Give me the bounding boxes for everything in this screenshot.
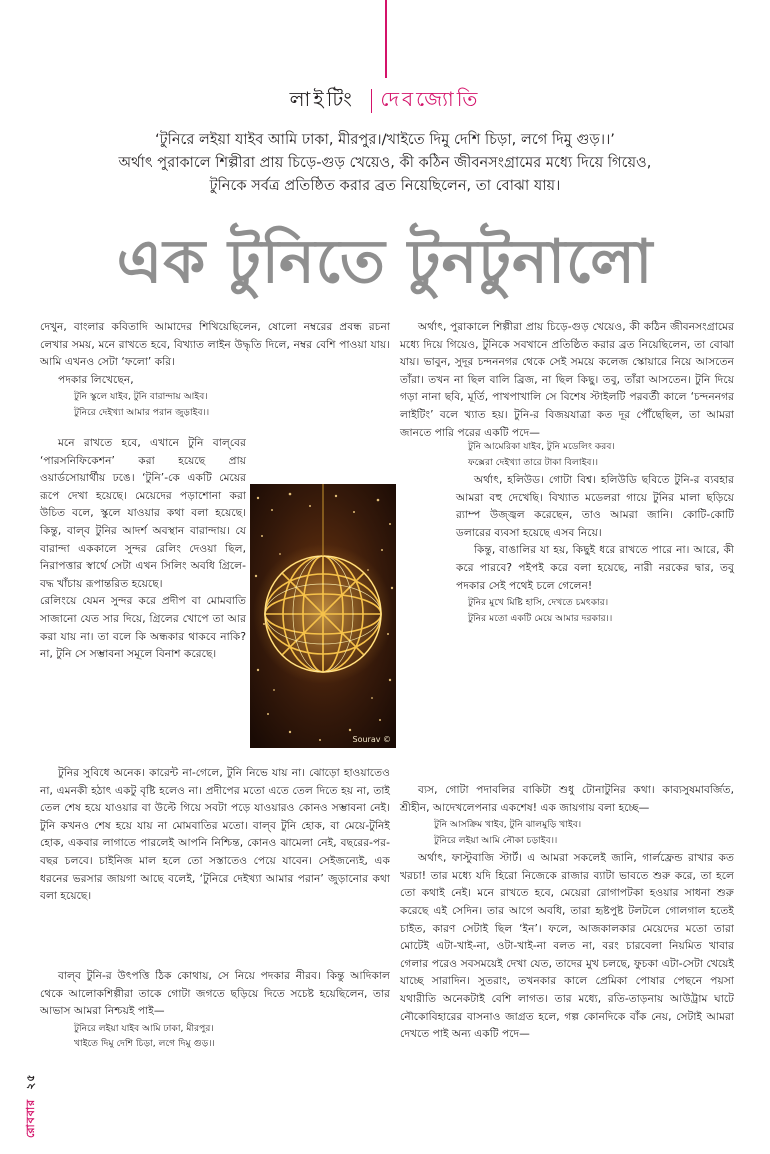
verse-line: টুনির মতো একটি মেয়ে আমার দরকার।।: [468, 612, 613, 624]
folio-text: [22, 1074, 41, 1139]
body-paragraph: ব্যস, গোটা পদাবলির বাকিটা শুধু টোনাটুনির কথা। কাব্যসুষমাবর্জিত, শ্রীহীন, আদেখলেপনার একশেষ! এক জায়গায় বলা হচ্ছে—: [400, 783, 734, 814]
intro-line-1: ‘টুনিরে লইয়া যাইব আমি ঢাকা, মীরপুর।/খাইতে দিমু দেশি চিড়া, লগে দিমু গুড়।।’: [155, 131, 615, 148]
intro-line-2: অর্থাৎ পুরাকালে শিল্পীরা প্রায় চিড়ে-গুড় খেয়েও, কী কঠিন জীবনসংগ্রামের মধ্যে দিয়ে গিয়েও,: [118, 154, 652, 171]
intro-blurb: [80, 128, 690, 197]
section-label: লাইটিং: [289, 86, 355, 111]
verse-line: টুনিরে লইয়া আমি নৌকা চড়াইব।।: [434, 834, 558, 846]
lantern-photo: [250, 484, 396, 748]
magazine-name: রোববার: [24, 1098, 37, 1138]
page-number: ২৫: [24, 1073, 37, 1090]
verse-line: টুনি স্কুলে যাইব, টুনি বারান্দায় আইব।: [74, 391, 208, 403]
left-column-wrap: [40, 434, 246, 663]
header-separator: [371, 89, 373, 113]
body-paragraph: টুনির সুবিধে অনেক। কারেন্ট না-গেলে, টুনি নিভে যায় না। ঝোড়ো হাওয়াতেও না, এমনকী হঠাৎ একটু বৃষ্টি হলেও না। প্রদীপের মতো এতে তেল দিতে হয় না, তাই তেল শেষ হয়ে যাওয়ার বা উল্টে গিয়ে সবটা পড়ে যাওয়ারও কোনও সম্ভাবনা নেই। টুনি কখনও শেষ হয়ে যায় না মোমবাতির মতো। বাল্‌ব টুনি হোক, বা মেয়ে-টুনিই হোক, একবার লাগাতে পারলেই আপনি নিশ্চিন্ত, কোনও ঝামেলা নেই, বছরের-পর-বছর চলবে। চাইনিজ মাল হলে তো সস্তাতেও পেয়ে যাবেন। সেইজন্যেই, এক ধরনের ভরসার জায়গা আছে বলেই, ‘টুনিরে দেইখ্যা আমার পরান’ জুড়ানোর কথা বলা হয়েছে।: [40, 766, 390, 903]
body-paragraph: পদকার লিখেছেন,: [58, 372, 134, 386]
left-column-bottom: [40, 764, 390, 905]
verse-block: [456, 439, 734, 470]
body-paragraph: দেখুন, বাংলার কবিতাদি আমাদের শিখিয়েছিলেন, ষোলো নম্বরের প্রবন্ধ রচনা লেখার সময়, মনে রাখতে হবে, বিখ্যাত লাইন উদ্ধৃতি দিলে, নম্বর বেশি পাওয়া যায়। আমি এখনও সেটা ‘ফলো’ করি।: [40, 320, 390, 369]
top-divider-rule: [385, 0, 387, 78]
right-column-bottom: [400, 781, 734, 1043]
body-paragraph: বাল্‌ব টুনি-র উৎপত্তি ঠিক কোথায়, সে নিয়ে পদকার নীরব। কিন্তু আদিকাল থেকে আলোকশিল্পীরা তাকে গোটা জগতে ছড়িয়ে দিতে সচেষ্ট হয়েছিলেন, তার আভাস আমরা নিশ্চয়ই পাই—: [40, 969, 390, 1018]
body-paragraph: অর্থাৎ, ফাস্টুবাজি স্টার্ট। এ আমরা সকলেই জানি, গার্লফ্রেন্ড রাখার কত খরচা! তার মধ্যে যদি হিরো নিজেকে রাজার ব্যাটা ভাবতে শুরু করে, তা হলে তো কথাই নেই। মনে রাখতে হবে, মেয়েরা রোগাপটকা হওয়ার সাধনা শুরু করেছে এই সেদিন। তার আগে অবধি, তারা হৃষ্টপুষ্ট টলটলে গোলগাল হতেই চাইত, কারণ সেটাই ছিল ‘ইন’। ফলে, আজকালকার মেয়েদের মতো তারা মোটেই এটা-খাই-না, ওটা-খাই-না বলত না, বরং চারবেলা নিয়মিত খাবার গেলার পরেও সবসময়েই দেখা যেত, তাদের মুখ চলছে, ফুচকা এটা-সেটা খেয়েই যাচ্ছে সারাদিন। সুতরাং, তখনকার কালে প্রেমিকা পোষার পেছনে পয়সা যথারীতি অনেকটাই বেশি লাগত। তার মধ্যে, রতি-তাড়নায় আউট্রাম ঘাটে নৌকোবিহারের বাসনাও জাগ্রত হলে, গল্প কোনদিকে বাঁক নেয়, সেটাই আমরা দেখতে পাই অন্য একটি পদে—: [400, 851, 734, 1041]
body-paragraph: রেলিংয়ে যেমন সুন্দর করে প্রদীপ বা মোমবাতি সাজানো যেত সার দিয়ে, গ্রিলের খোপে তা আর করা যায় না। তা বলে কি অন্ধকার থাকবে নাকি? না, টুনি সে সম্ভাবনা সমূলে বিনাশ করেছে।: [40, 594, 246, 661]
verse-line: টুনি আমেরিকা যাইব, টুনি মডেলিং করব।: [468, 441, 615, 452]
verse-block: [400, 817, 734, 848]
page-folio: [22, 1018, 36, 1138]
right-column-top: [400, 318, 734, 441]
verse-line: টুনিরে দেইখ্যা আমার পরান জুড়াইব।।: [74, 406, 210, 418]
verse-line: টুনির মুখে মিষ্টি হাসি, দেখতে চমৎকার।: [468, 597, 609, 609]
body-paragraph: অর্থাৎ, পুরাকালে শিল্পীরা প্রায় চিড়ে-গুড় খেয়েও, কী কঠিন জীবনসংগ্রামের মধ্যে দিয়ে গিয়েও, টুনিকে সবখানে প্রতিষ্ঠিত করার ব্রত নিয়েছিলেন, তা বোঝা যায়। ভাবুন, সুদূর চন্দননগর থেকে সেই সময়ে কলেজ স্কোয়ারে নিয়ে আসতেন তাঁরা। তখন না ছিল বালি ব্রিজ, না ছিল কিছু। তবু, তাঁরা আসতেন। টুনি দিয়ে গড়া নানা ছবি, মূর্তি, পাখপাখালি সে বিশেষ স্টাইলটি পরবর্তী কালে ‘চন্দননগর লাইটিং’ বলে খ্যাত হয়। টুনি-র বিজয়যাত্রা কত দূর পৌঁছেছিল, তা আমরা জানতে পারি পরের একটি পদে—: [400, 320, 734, 439]
left-column-top: [40, 318, 390, 421]
verse-line: টুনি আসক্রিম খাইব, টুনি ঝালমুড়ি খাইব।: [434, 819, 582, 831]
intro-line-3: টুনিকে সর্বত্র প্রতিষ্ঠিত করার ব্রত নিয়েছিলেন, তা বোঝা যায়।: [209, 177, 561, 194]
verse-line: ফক্সেরা দেইখ্যা তারে টাকা বিলাইব।।: [468, 456, 599, 468]
verse-block: [40, 389, 390, 420]
left-column-end: [40, 967, 390, 1053]
verse-line: টুনিরে লইয়া যাইব আমি ঢাকা, মীরপুর।: [74, 1022, 214, 1034]
verse-block: [456, 595, 734, 626]
section-header: [0, 88, 770, 114]
body-paragraph: মনে রাখতে হবে, এখানে টুনি বাল্‌বের ‘পারসনিফিকেশন’ করা হয়েছে প্রায় ওয়ার্ডসোয়ার্থীয় ঢঙে। ‘টুনি’-কে একটি মেয়ের রূপে দেখা হয়েছে। মেয়েদের পড়াশোনা করা উচিত বলে, স্কুলে যাওয়ার কথা বলা হয়েছে। কিন্তু, বাল্‌ব টুনির আদর্শ অবস্থান বারান্দায়। যে বারান্দা এককালে সুন্দর রেলিং দেওয়া ছিল, নিরাপত্তার স্বার্থে সেটা এখন সিলিং অবধি গ্রিলে-বদ্ধ খাঁচায় রূপান্তরিত হয়েছে।: [40, 436, 246, 590]
body-paragraph: অর্থাৎ, হলিউড। গোটা বিশ্ব। হলিউডি ছবিতে টুনি-র ব্যবহার আমরা বহু দেখেছি। বিখ্যাত মডেলরা গায়ে টুনির মালা ছড়িয়ে র‍্যাম্প উজ্জ্বল করেছেন, তাও আমরা জানি। কোটি-কোটি ডলারের ব্যবসা হয়েছে এসব নিয়ে।: [456, 473, 734, 539]
verse-block: [40, 1021, 390, 1052]
photo-credit: Sourav ©: [352, 735, 391, 744]
article-title: এক টুনিতে টুনটুনালো: [116, 227, 654, 297]
verse-line: খাইতে দিমু দেশি চিড়া, লগে দিমু গুড়।।: [74, 1038, 215, 1050]
author-name: দেবজ্যোতি: [380, 86, 481, 111]
body-paragraph: কিন্তু, বাঙালির যা হয়, কিছুই ধরে রাখতে পারে না। আরে, কী করে পারবে? পইপই করে বলা হয়েছে, নারী নরকের দ্বার, তবু পদকার সেই পথেই চলে গেলেন!: [456, 543, 734, 592]
right-column-wrap: [456, 438, 734, 627]
